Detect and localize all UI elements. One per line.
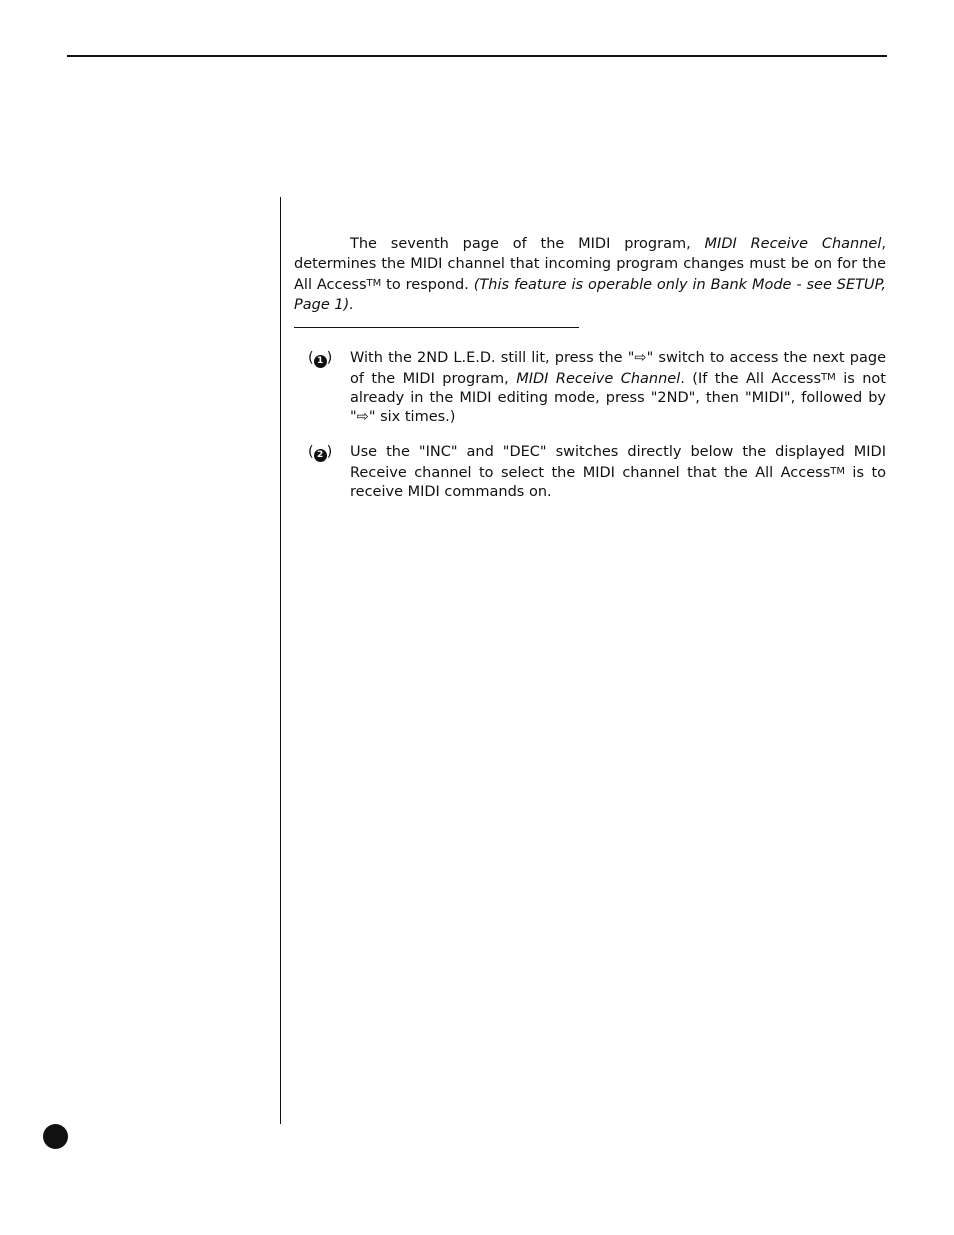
program-name: MIDI Receive Channel bbox=[516, 371, 681, 387]
intro-text: to respond. bbox=[381, 277, 474, 293]
step-marker: ( 1 ) bbox=[308, 350, 333, 366]
bank-mode-note: (This feature is operable only in Bank Mode - see SETUP, Page 1). bbox=[294, 277, 886, 313]
trademark: TM bbox=[821, 372, 836, 383]
step-item bbox=[308, 443, 886, 502]
trademark: TM bbox=[830, 466, 846, 477]
program-name: MIDI Receive Channel bbox=[704, 236, 882, 252]
step-marker: ( 2 ) bbox=[308, 444, 333, 460]
step-text: With the 2ND L.E.D. still lit, press the "⇨" switch to access the next page of the MIDI program, MIDI Receive Channel. (If the All Access™ is not already in the MIDI editing mode, press "2ND", then "MIDI", followed by "⇨" six times.) bbox=[350, 350, 886, 425]
page-marker-dot bbox=[43, 1124, 68, 1149]
step-text: Use the "INC" and "DEC" switches directly below the displayed MIDI Receive channel to select the MIDI channel that the All Access™ is to receive MIDI commands on. bbox=[350, 444, 886, 500]
step-number-icon: 2 bbox=[314, 449, 327, 462]
step-number-icon: 1 bbox=[314, 355, 327, 368]
header-rule bbox=[67, 55, 887, 57]
margin-rule bbox=[280, 197, 281, 1124]
step-item bbox=[308, 349, 886, 427]
intro-text: The seventh page of the MIDI program, bbox=[350, 236, 705, 252]
intro-text: , determines the MIDI channel that incoming program changes must be on for the All Access bbox=[294, 236, 886, 293]
section-rule bbox=[294, 327, 579, 328]
intro-paragraph bbox=[294, 235, 886, 315]
trademark: TM bbox=[366, 278, 382, 289]
